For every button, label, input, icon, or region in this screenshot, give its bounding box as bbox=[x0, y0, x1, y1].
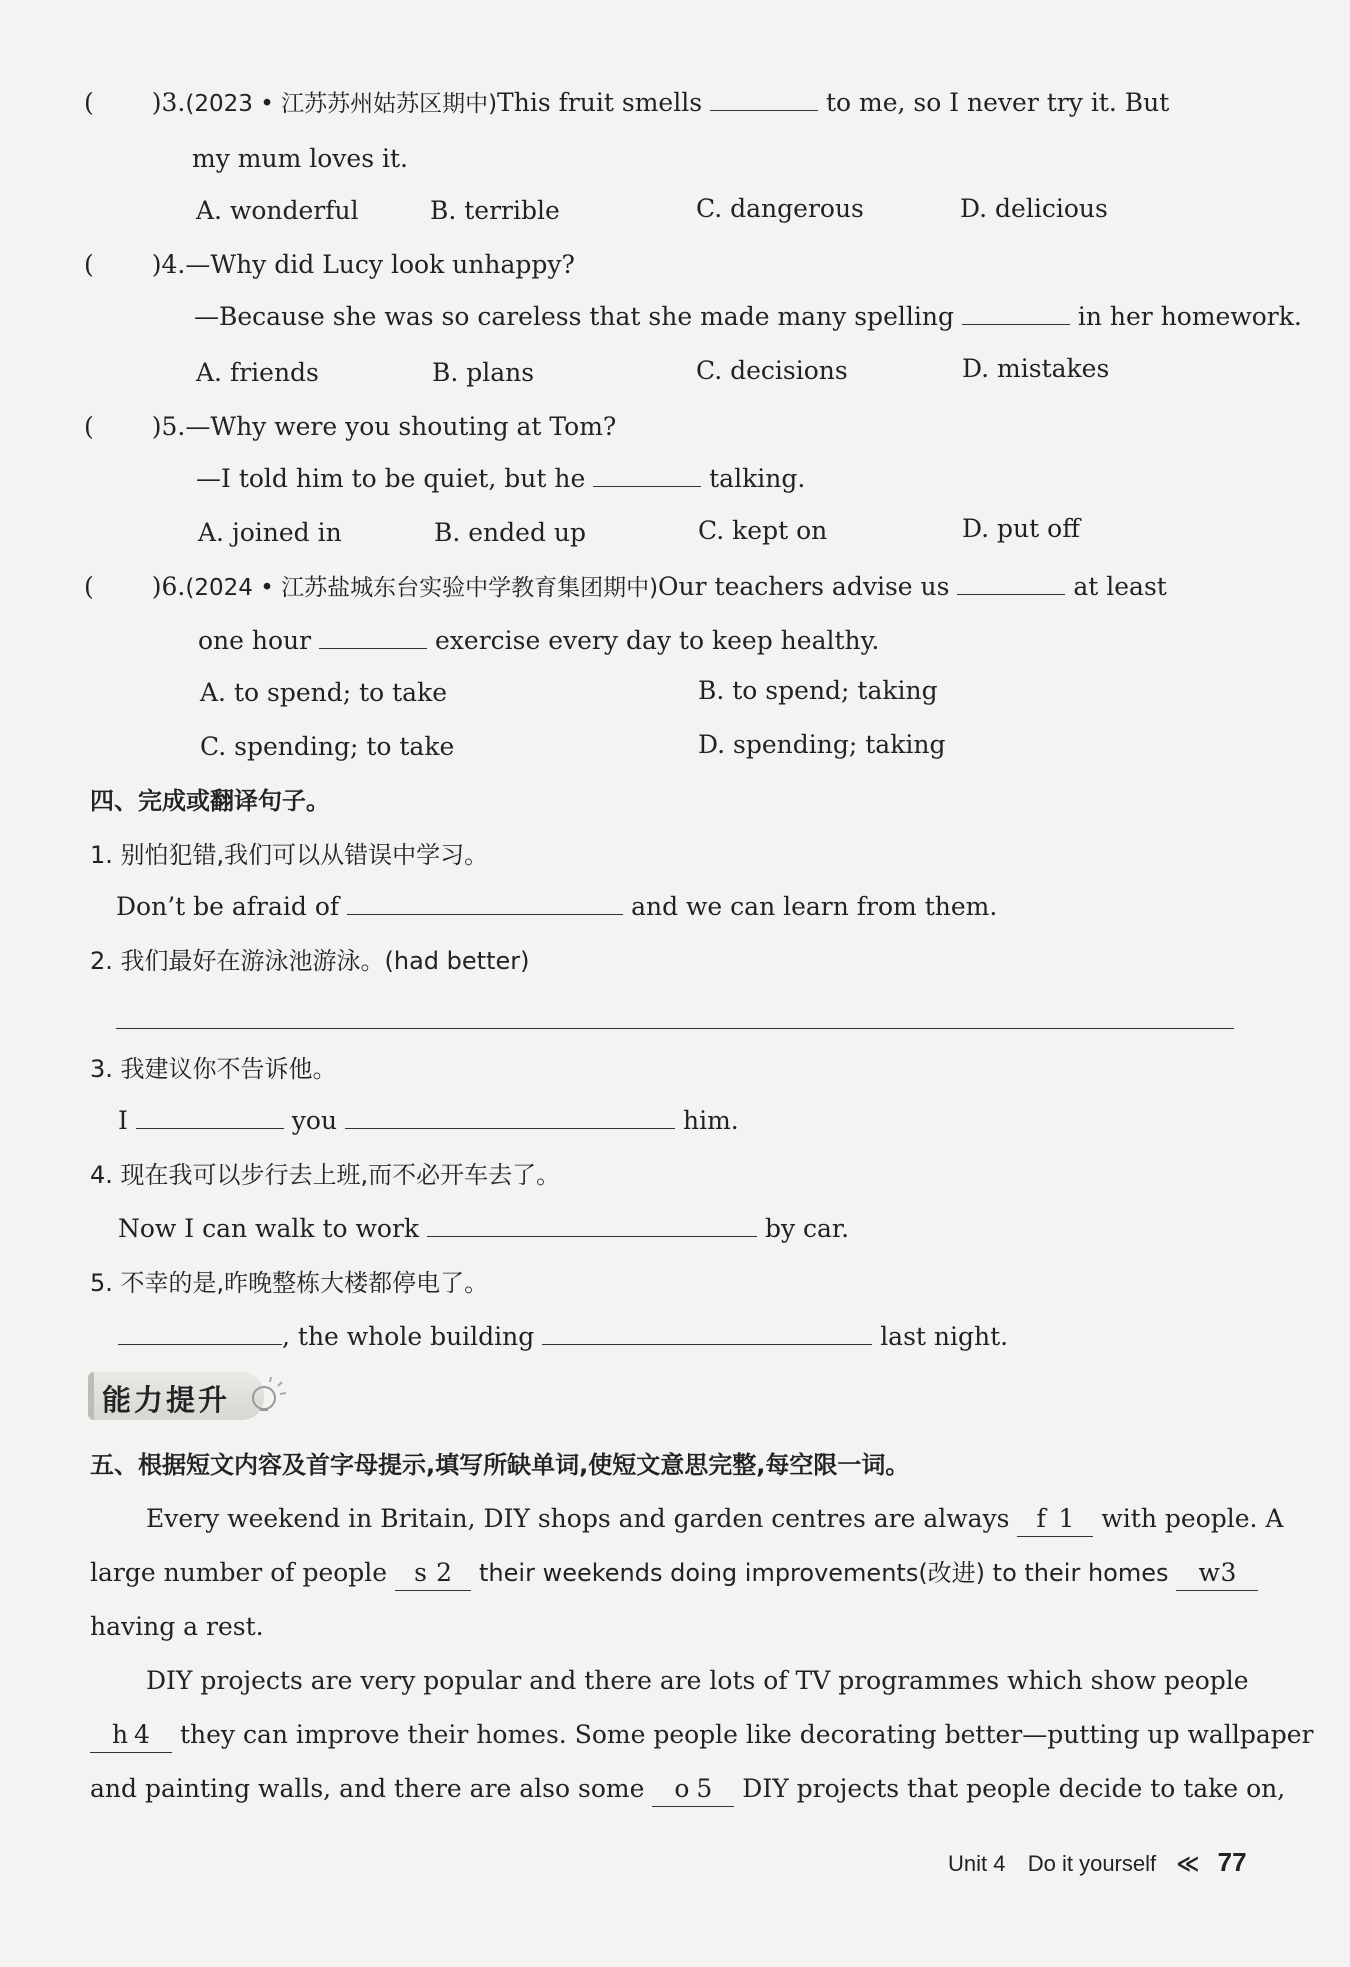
option-c[interactable]: C. dangerous bbox=[696, 194, 864, 223]
sentence-text: I bbox=[118, 1106, 128, 1135]
sentence-text: by car. bbox=[764, 1214, 850, 1243]
question-stem: —Why were you shouting at Tom? bbox=[185, 412, 617, 441]
question-source: (2023 • 江苏苏州姑苏区期中) bbox=[185, 91, 498, 117]
option-d[interactable]: D. spending; taking bbox=[698, 730, 946, 759]
question-stem: Our teachers advise us bbox=[658, 572, 950, 601]
sentence-answer-row bbox=[118, 1320, 1008, 1354]
lightbulb-icon bbox=[246, 1376, 288, 1416]
initial-letter: w bbox=[1198, 1558, 1220, 1587]
q5-line1 bbox=[84, 410, 616, 444]
section-title: 五、根据短文内容及首字母提示,填写所缺单词,使短文意思完整,每空限一词。 bbox=[90, 1451, 910, 1479]
q6-line1 bbox=[84, 570, 1167, 605]
option-b[interactable]: B. plans bbox=[432, 358, 535, 387]
unit-title: Do it yourself bbox=[1027, 1851, 1157, 1876]
blank-number: 1 bbox=[1058, 1504, 1075, 1533]
initial-letter: f bbox=[1036, 1504, 1046, 1533]
option-d[interactable]: D. mistakes bbox=[962, 354, 1110, 383]
passage-text: Every weekend in Britain, DIY shops and garden centres are always bbox=[146, 1504, 1010, 1533]
question-stem: my mum loves it. bbox=[192, 144, 408, 173]
q4-line2 bbox=[194, 300, 1302, 334]
sentence-text: last night. bbox=[880, 1322, 1009, 1351]
passage-text: with people. A bbox=[1101, 1504, 1284, 1533]
initial-letter: h bbox=[112, 1720, 129, 1749]
answer-paren: ( bbox=[84, 88, 94, 117]
q5-line2 bbox=[196, 462, 805, 496]
page-footer bbox=[948, 1847, 1247, 1878]
fill-blank[interactable] bbox=[962, 300, 1070, 325]
option-d[interactable]: D. delicious bbox=[960, 194, 1108, 223]
cloze-blank-1[interactable] bbox=[1017, 1502, 1093, 1537]
cloze-blank-4[interactable] bbox=[90, 1718, 172, 1753]
question-stem: at least bbox=[1073, 572, 1167, 601]
sentence-text: him. bbox=[682, 1106, 739, 1135]
sentence-prompt: 5. 不幸的是,昨晚整栋大楼都停电了。 bbox=[90, 1269, 489, 1297]
question-stem: in her homework. bbox=[1077, 302, 1302, 331]
blank-number: 3 bbox=[1220, 1558, 1237, 1587]
passage-line bbox=[90, 1718, 1314, 1753]
unit-label: Unit 4 bbox=[948, 1851, 1006, 1876]
sentence-prompt: 1. 别怕犯错,我们可以从错误中学习。 bbox=[90, 841, 489, 869]
sentence-prompt: 3. 我建议你不告诉他。 bbox=[90, 1055, 337, 1083]
double-chevron-left-icon: ≪ bbox=[1176, 1851, 1200, 1876]
fill-blank[interactable] bbox=[957, 570, 1065, 595]
option-c[interactable]: C. decisions bbox=[696, 356, 848, 385]
answer-line[interactable] bbox=[116, 1028, 1234, 1029]
q6-line2 bbox=[198, 624, 879, 658]
question-number: )4. bbox=[151, 250, 186, 279]
option-b[interactable]: B. ended up bbox=[434, 518, 587, 547]
passage-text: they can improve their homes. Some people like decorating better—putting up wallpaper bbox=[179, 1720, 1314, 1749]
question-stem: one hour bbox=[198, 626, 312, 655]
answer-paren: ( bbox=[84, 572, 94, 601]
sentence-prompt: 4. 现在我可以步行去上班,而不必开车去了。 bbox=[90, 1161, 561, 1189]
sentence-text: , the whole building bbox=[282, 1322, 535, 1351]
question-stem: talking. bbox=[709, 464, 806, 493]
fill-blank[interactable] bbox=[118, 1320, 282, 1345]
passage-text: large number of people bbox=[90, 1558, 388, 1587]
fill-blank[interactable] bbox=[427, 1212, 757, 1237]
passage-text: and painting walls, and there are also some bbox=[90, 1774, 645, 1803]
answer-paren: ( bbox=[84, 412, 94, 441]
question-stem: to me, so I never try it. But bbox=[825, 88, 1170, 117]
fill-blank[interactable] bbox=[347, 890, 623, 915]
passage-line bbox=[90, 1772, 1285, 1807]
option-b[interactable]: B. to spend; taking bbox=[698, 676, 938, 705]
question-number: )3. bbox=[151, 88, 186, 117]
sentence-text: you bbox=[291, 1106, 338, 1135]
question-number: )6. bbox=[151, 572, 186, 601]
passage-line: having a rest. bbox=[90, 1612, 264, 1641]
question-source: (2024 • 江苏盐城东台实验中学教育集团期中) bbox=[185, 575, 659, 601]
answer-paren: ( bbox=[84, 250, 94, 279]
cloze-blank-5[interactable] bbox=[652, 1772, 734, 1807]
blank-number: 2 bbox=[436, 1558, 453, 1587]
sentence-answer-row bbox=[118, 1212, 849, 1246]
blank-number: 4 bbox=[134, 1720, 150, 1749]
sentence-answer-row bbox=[116, 890, 997, 924]
q3-line1 bbox=[84, 86, 1169, 121]
option-d[interactable]: D. put off bbox=[962, 514, 1080, 543]
sentence-text: Don’t be afraid of bbox=[116, 892, 340, 921]
fill-blank[interactable] bbox=[319, 624, 427, 649]
question-number: )5. bbox=[151, 412, 186, 441]
sentence-answer-row bbox=[118, 1104, 739, 1138]
fill-blank[interactable] bbox=[710, 86, 818, 111]
option-a[interactable]: A. wonderful bbox=[196, 196, 359, 225]
question-stem: This fruit smells bbox=[497, 88, 703, 117]
passage-line bbox=[90, 1556, 1258, 1591]
initial-letter: s bbox=[414, 1558, 427, 1587]
passage-text: their weekends doing improvements(改进) to their homes bbox=[479, 1559, 1169, 1587]
section-badge-label: 能力提升 bbox=[102, 1383, 231, 1417]
option-c[interactable]: C. kept on bbox=[698, 516, 828, 545]
initial-letter: o bbox=[674, 1774, 690, 1803]
passage-line bbox=[146, 1502, 1284, 1537]
sentence-text: and we can learn from them. bbox=[631, 892, 998, 921]
passage-line: DIY projects are very popular and there are lots of TV programmes which show people bbox=[146, 1666, 1249, 1695]
option-b[interactable]: B. terrible bbox=[430, 196, 560, 225]
sentence-text: Now I can walk to work bbox=[118, 1214, 420, 1243]
question-stem: exercise every day to keep healthy. bbox=[435, 626, 880, 655]
option-a[interactable]: A. to spend; to take bbox=[200, 678, 448, 707]
q4-line1 bbox=[84, 248, 575, 282]
question-stem: —Because she was so careless that she made many spelling bbox=[194, 302, 954, 331]
fill-blank[interactable] bbox=[542, 1320, 872, 1345]
cloze-blank-3[interactable] bbox=[1176, 1556, 1258, 1591]
sentence-prompt: 2. 我们最好在游泳池游泳。(had better) bbox=[90, 947, 530, 975]
option-a[interactable]: A. friends bbox=[196, 358, 319, 387]
fill-blank[interactable] bbox=[593, 462, 701, 487]
passage-text: DIY projects that people decide to take on, bbox=[742, 1774, 1286, 1803]
page-number: 77 bbox=[1217, 1847, 1247, 1877]
fill-blank[interactable] bbox=[136, 1104, 284, 1129]
question-stem: —I told him to be quiet, but he bbox=[196, 464, 586, 493]
blank-number: 5 bbox=[696, 1774, 713, 1803]
option-c[interactable]: C. spending; to take bbox=[200, 732, 455, 761]
section-title: 四、完成或翻译句子。 bbox=[90, 787, 330, 815]
cloze-blank-2[interactable] bbox=[395, 1556, 471, 1591]
fill-blank[interactable] bbox=[345, 1104, 675, 1129]
question-stem: —Why did Lucy look unhappy? bbox=[185, 250, 575, 279]
option-a[interactable]: A. joined in bbox=[198, 518, 342, 547]
